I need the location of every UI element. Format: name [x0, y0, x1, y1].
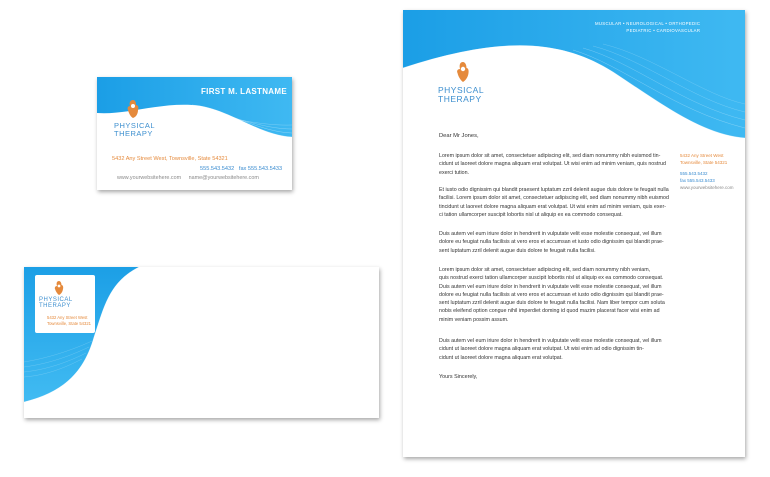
paragraph-line: Duis autem vel eum iriure dolor in hendrerit in vulputate velit esse molestie consequat, vel illum: [439, 283, 662, 290]
paragraph-line: ci tation ullamcorper suscipit lobortis nisl ut aliquip ex ea commodo consequat.: [439, 211, 623, 218]
paragraph-line: sent luptatum zzril delenit augue duis dolore te feugait nulla facilisi. Nam liber tempor cum soluta: [439, 300, 665, 307]
envelope-address-line-1: 5432 Any Street West: [47, 315, 88, 320]
card-phones: [200, 166, 282, 172]
specialties-line-2: PEDIATRIC • CARDIOVASCULAR: [626, 27, 701, 33]
card-phone: 555.543.5432: [200, 166, 235, 172]
sidebar-address-line-2: Townsville, State 54321: [680, 160, 728, 165]
paragraph-line: cidunt ut laoreet dolore magna aliquam erat volutpat. Ut wisi enim ad minim veniam, quis nostrud: [439, 161, 666, 168]
paragraph-line: Duis autem vel eum iriure dolor in hendrerit in vulputate velit esse molestie consequat, vel illum: [439, 338, 662, 344]
card-logo-text: [114, 122, 155, 138]
card-website: www.yourwebsitehere.com: [117, 175, 182, 181]
logo-line-2: THERAPY: [438, 93, 482, 104]
letterhead-contact-sidebar: [680, 152, 734, 191]
card-fax: fax 555.543.5433: [238, 166, 283, 172]
sidebar-website: www.yourwebsitehere.com: [680, 185, 734, 190]
paragraph-line: Lorem ipsum dolor sit amet, consectetuer adipiscing elit, sed diam nonummy nibh veniam,: [439, 267, 651, 273]
card-email: name@yourwebsitehere.com: [188, 175, 259, 181]
paragraph-line: dolore eu feugiat nulla facilisis at vero eros et accumsan et iusto odio dignissim qui blandit prae-: [439, 239, 664, 246]
paragraph-line: minim veniam possim assum.: [439, 316, 509, 323]
hand-logo-icon: [53, 280, 65, 296]
paragraph-line: tincidunt ut laoreet dolore magna aliquam erat volutpat. Ut wisi enim ad minim veniam, quis exer-: [439, 203, 666, 210]
envelope-logo-text: [39, 297, 73, 310]
paragraph-line: Duis autem vel eum iriure dolor in hendrerit in vulputate velit esse molestie consequat, vel illum: [439, 231, 662, 237]
logo-line-1: PHYSICAL: [39, 297, 73, 303]
letterhead-logo-text: [438, 86, 484, 104]
logo-line-1: PHYSICAL: [114, 121, 156, 130]
specialties-line-1: MUSCULAR • NEUROLOGICAL • ORTHOPEDIC: [595, 21, 701, 26]
card-person-name: FIRST M. LASTNAME: [201, 87, 287, 96]
paragraph-line: cidunt ut laoreet dolore magna aliquam erat volutpat.: [439, 354, 563, 361]
card-web-email: [117, 175, 259, 181]
paragraph-line: cidunt ut laoreet dolore magna aliquam erat volutpat. Ut wisi enim ad odio dignissim tin-: [439, 346, 644, 353]
letter-paragraph-1: [439, 152, 666, 177]
envelope-address-line-2: Townsville, State 54321: [47, 321, 91, 326]
letterhead: [403, 10, 745, 457]
logo-line-2: THERAPY: [114, 128, 153, 138]
envelope-return-address: [47, 315, 91, 327]
paragraph-line: Lorem ipsum dolor sit amet, consectetuer adipiscing elit, sed diam nonummy nibh euismod tin-: [439, 153, 661, 159]
letter-paragraph-2: [439, 186, 669, 219]
letter-salutation: Dear Mr Jones,: [439, 133, 479, 139]
letter-closing: Yours Sincerely,: [439, 374, 478, 380]
sidebar-address-line-1: 5432 Any Street West: [680, 153, 724, 158]
envelope: [24, 267, 379, 418]
sidebar-phone: 555.543.5432: [680, 171, 708, 176]
letterhead-specialties: [595, 21, 700, 34]
paragraph-line: nobis eleifend option congue nihil imperdiet doming id quod mazim placerat facer wisi enim ad: [439, 308, 660, 315]
paragraph-line: exerci tution.: [439, 169, 470, 176]
paragraph-line: quis nostrud exerci tation ullamcorper suscipit lobortis nisl ut aliquip ex ea commodo consequat.: [439, 275, 664, 282]
paragraph-line: dolore eu feugiat nulla facilisis at vero eros et accumsan et iusto odio dignissim qui blandit prae-: [439, 291, 664, 298]
hand-logo-icon: [125, 98, 141, 120]
business-card: [97, 77, 292, 190]
letter-paragraph-3: [439, 230, 664, 255]
paragraph-line: Et iusto odio dignissim qui blandit praesent luptatum zzril delenit augue duis dolore te feugait nulla: [439, 187, 669, 193]
letter-paragraph-5: [439, 337, 662, 362]
paragraph-line: facilisi. Lorem ipsum dolor sit amet, consectetuer adipiscing elit, sed diam nonummy nibh euismod: [439, 195, 669, 202]
hand-logo-icon: [454, 60, 472, 84]
letter-paragraph-4: [439, 266, 665, 324]
logo-line-2: THERAPY: [39, 303, 71, 310]
sidebar-fax: fax 555.543.5433: [680, 178, 715, 183]
paragraph-line: sent luptatum zzril delenit augue duis dolore te feugait nulla facilisi.: [439, 247, 596, 254]
card-address: 5432 Any Street West, Townsville, State 54321: [112, 156, 228, 162]
logo-line-1: PHYSICAL: [438, 85, 485, 95]
